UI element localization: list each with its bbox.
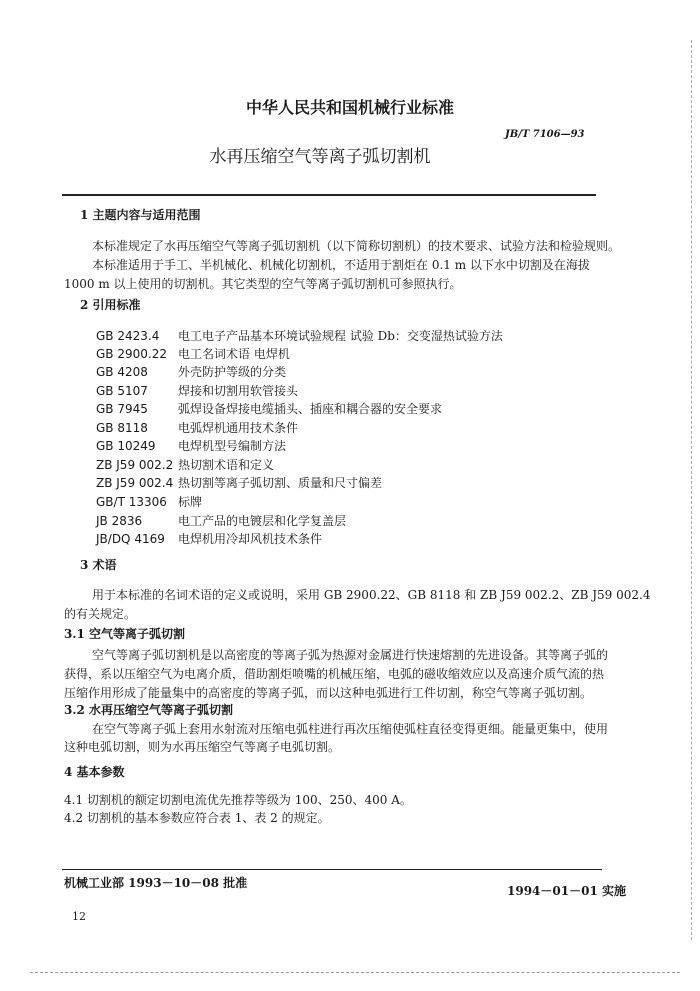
section-1-paragraph: 1000 m 以上使用的切割机。其它类型的空气等离子弧切割机可参照执行。 — [64, 277, 462, 291]
reference-code: ZB J59 002.2 — [96, 458, 174, 472]
section-2-heading: 2 引用标准 — [80, 298, 141, 312]
reference-title: 电焊机型号编制方法 — [178, 439, 287, 453]
reference-title: 标牌 — [178, 495, 203, 509]
reference-code: GB 7945 — [96, 402, 148, 416]
scan-border-line — [691, 40, 692, 940]
reference-title: 焊接和切割用软管接头 — [178, 384, 299, 398]
section-1-paragraph: 本标准适用于手工、半机械化、机械化切割机，不适用于割炬在 0.1 m 以下水中切割及在海拔 — [92, 258, 590, 272]
reference-code: JB 2836 — [96, 514, 143, 528]
section-3-paragraph: 的有关规定。 — [64, 607, 137, 621]
reference-code: JB/DQ 4169 — [96, 532, 165, 546]
reference-title: 电焊机用冷却风机技术条件 — [178, 532, 323, 546]
header-rule — [62, 194, 596, 196]
subsection-3-2-paragraph: 这种电弧切割，则为水再压缩空气等离子电弧切割。 — [64, 740, 341, 754]
section-3-heading: 3 术语 — [80, 558, 117, 572]
reference-title: 热切割术语和定义 — [178, 458, 275, 472]
section-3-paragraph: 用于本标准的名词术语的定义或说明，采用 GB 2900.22、GB 8118 和 ZB J59 002.2、ZB J59 002.4 — [92, 588, 651, 602]
reference-code: GB 5107 — [96, 384, 148, 398]
approval-date: 机械工业部 1993－10－08 批准 — [64, 876, 248, 890]
reference-title: 电工电子产品基本环境试验规程 试验 Db：交变湿热试验方法 — [178, 329, 503, 343]
reference-title: 热切割等离子弧切割、质量和尺寸偏差 — [178, 476, 383, 490]
reference-code: GB 8118 — [96, 421, 148, 435]
section-4-item: 4.2 切割机的基本参数应符合表 1、表 2 的规定。 — [64, 811, 330, 825]
subsection-3-2-paragraph: 在空气等离子弧上套用水射流对压缩电弧柱进行再次压缩使弧柱直径变得更细。能量更集中，使用 — [92, 722, 609, 736]
section-1-paragraph: 本标准规定了水再压缩空气等离子弧切割机（以下简称切割机）的技术要求、试验方法和检验规则。 — [92, 239, 621, 253]
subsection-3-1-paragraph: 压缩作用形成了能量集中的高密度的等离子弧，而以这种电弧进行工件切割，称空气等离子弧切割。 — [64, 686, 593, 700]
reference-title: 电工产品的电镀层和化学复盖层 — [178, 514, 347, 528]
subsection-3-1-paragraph: 获得，系以压缩空气为电离介质，借助割炬喷嘴的机械压缩，电弧的磁收缩效应以及高速介质气流的热 — [64, 667, 605, 681]
section-4-heading: 4 基本参数 — [64, 765, 125, 779]
footer-rule — [62, 869, 602, 870]
section-4-item: 4.1 切割机的额定切割电流优先推荐等级为 100、250、400 A。 — [64, 793, 412, 807]
section-1-heading: 1 主题内容与适用范围 — [80, 208, 201, 222]
reference-code: GB 4208 — [96, 365, 148, 379]
subsection-3-1-heading: 3.1 空气等离子弧切割 — [64, 627, 186, 641]
reference-title: 电弧焊机通用技术条件 — [178, 421, 299, 435]
standard-body-title: 中华人民共和国机械行业标准 — [245, 98, 454, 117]
reference-code: GB 2900.22 — [96, 347, 167, 361]
reference-code: GB 2423.4 — [96, 329, 160, 343]
reference-code: GB 10249 — [96, 439, 156, 453]
standard-code: JB/T 7106—93 — [505, 129, 585, 140]
page-number: 12 — [72, 910, 86, 923]
subsection-3-1-paragraph: 空气等离子弧切割机是以高密度的等离子弧为热源对金属进行快速熔割的先进设备。其等离子弧的 — [92, 648, 609, 662]
reference-code: ZB J59 002.4 — [96, 476, 174, 490]
reference-code: GB/T 13306 — [96, 495, 167, 509]
document-title: 水再压缩空气等离子弧切割机 — [209, 147, 431, 167]
scan-border-line — [30, 972, 680, 973]
effective-date: 1994－01－01 实施 — [507, 884, 626, 898]
reference-title: 外壳防护等级的分类 — [178, 365, 287, 379]
reference-title: 电工名词术语 电焊机 — [178, 347, 290, 361]
reference-title: 弧焊设备焊接电缆插头、插座和耦合器的安全要求 — [178, 402, 443, 416]
subsection-3-2-heading: 3.2 水再压缩空气等离子弧切割 — [64, 703, 234, 717]
